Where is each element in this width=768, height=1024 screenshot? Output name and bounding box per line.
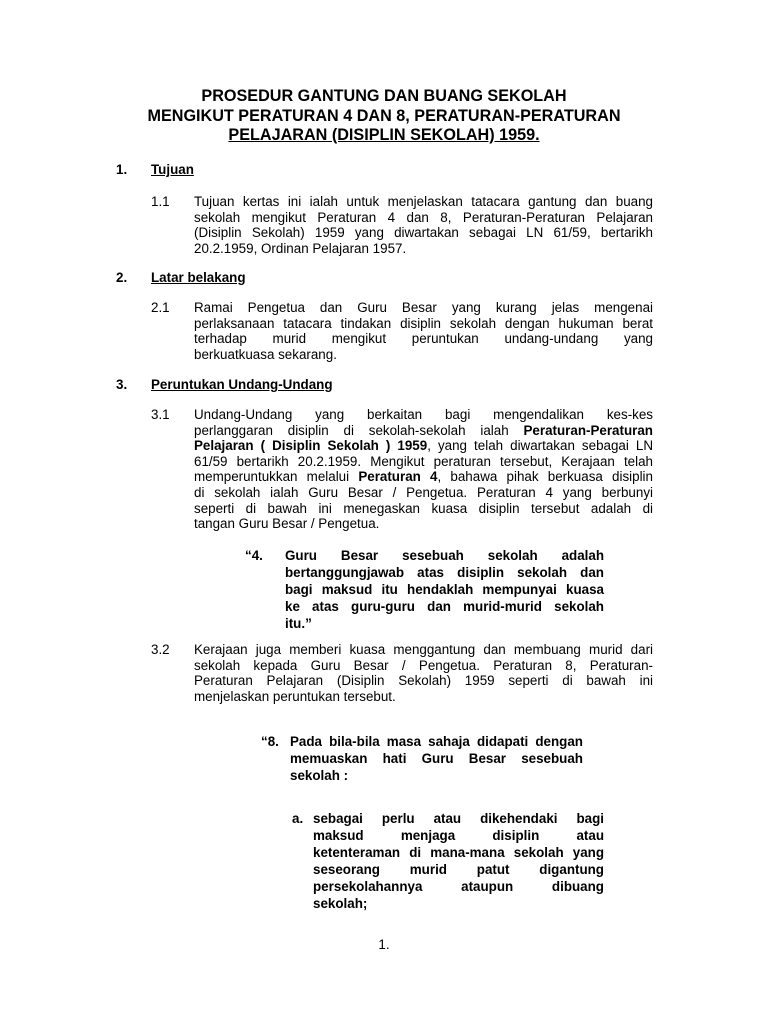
paragraph-line: berkuatkuasa sekarang. [194, 346, 337, 362]
paragraph-line: Tujuan kertas ini ialah untuk menjelaskan tatacara gantung dan buang [194, 194, 653, 209]
paragraph-1-1 [194, 194, 653, 256]
section-2-heading: Latar belakang [151, 270, 246, 285]
section-1-heading: Tujuan [151, 162, 194, 177]
quote-line: bagi maksud itu hendaklah mempunyai kuasa [285, 582, 604, 597]
paragraph-line: (Disiplin Sekolah) 1959 yang diwartakan sebagai LN 61/59, bertarikh [194, 225, 653, 241]
paragraph-2-1 [194, 300, 653, 362]
quote-4-number: “4. [245, 548, 263, 563]
paragraph-3-1 [194, 407, 653, 532]
title-line-2: MENGIKUT PERATURAN 4 DAN 8, PERATURAN-PERATURAN [147, 106, 621, 125]
paragraph-line: sekolah mengikut Peraturan 4 dan 8, Peraturan-Peraturan Pelajaran [194, 209, 653, 225]
paragraph-line: Ramai Pengetua dan Guru Besar yang kurang jelas mengenai [194, 300, 653, 315]
paragraph-line: di sekolah ialah Guru Besar / Pengetua. Peraturan 4 yang berbunyi [194, 484, 653, 500]
paragraph-text: perlanggaran disiplin di sekolah-sekolah ialah [194, 422, 509, 438]
quote-8a-label: a. [292, 811, 304, 826]
paragraph-line: seperti di bawah ini menegaskan kuasa disiplin tersebut adalah di [194, 500, 653, 516]
page-number: 1. [378, 937, 390, 952]
paragraph-line: tangan Guru Besar / Pengetua. [194, 516, 380, 532]
paragraph-line: Kerajaan juga memberi kuasa menggantung dan membuang murid dari [194, 642, 653, 657]
regulation-name-bold: Pelajaran ( Disiplin Sekolah ) 1959 [194, 438, 428, 454]
quote-8-text [290, 733, 583, 784]
quote-line: ketenteraman di mana-mana sekolah yang [313, 845, 604, 860]
paragraph-3-1-number: 3.1 [151, 407, 170, 422]
quote-line: maksud menjaga disiplin atau [313, 828, 604, 843]
section-1-number: 1. [116, 162, 128, 177]
quote-line: memuaskan hati Guru Besar sesebuah [290, 751, 583, 766]
quote-line: ke atas guru-guru dan murid-murid sekolah [285, 599, 604, 614]
regulation-4-bold: Peraturan 4 [358, 469, 438, 485]
quote-4-text [285, 547, 604, 632]
paragraph-line: menjelaskan peruntukan tersebut. [194, 688, 396, 704]
paragraph-3-2 [194, 642, 653, 704]
quote-line: persekolahannya ataupun dibuang [313, 879, 604, 894]
paragraph-line: Peraturan Pelajaran (Disiplin Sekolah) 1959 seperti di bawah ini [194, 673, 653, 689]
paragraph-text: , bahawa pihak berkuasa disiplin [437, 469, 653, 485]
quote-line: sekolah : [290, 768, 349, 783]
document-title [100, 87, 668, 146]
paragraph-text: memperuntukkan melalui [194, 469, 350, 485]
paragraph-line [194, 438, 653, 454]
paragraph-line: 61/59 bertarikh 20.2.1959. Mengikut peraturan tersebut, Kerajaan telah [194, 453, 653, 469]
quote-line: sebagai perlu atau dikehendaki bagi [313, 811, 604, 826]
paragraph-2-1-number: 2.1 [151, 300, 170, 315]
quote-8-number: “8. [261, 734, 279, 749]
paragraph-1-1-number: 1.1 [151, 194, 170, 209]
paragraph-3-2-number: 3.2 [151, 642, 170, 657]
quote-line: itu.” [285, 616, 312, 631]
quote-line: Guru Besar sesebuah sekolah adalah [285, 548, 604, 563]
paragraph-line [194, 423, 653, 439]
quote-line: Pada bila-bila masa sahaja didapati dengan [290, 734, 583, 749]
paragraph-text: , yang telah diwartakan sebagai LN [427, 438, 653, 454]
paragraph-line: perlaksanaan tatacara tindakan disiplin sekolah dengan hukuman berat [194, 315, 653, 331]
quote-line: sekolah; [313, 896, 368, 911]
section-3-number: 3. [116, 377, 128, 392]
paragraph-line: terhadap murid mengikut peruntukan undang-undang yang [194, 331, 653, 347]
quote-line: seseorang murid patut digantung [313, 862, 604, 877]
paragraph-line: 20.2.1959, Ordinan Pelajaran 1957. [194, 240, 407, 256]
quote-8a-text [313, 810, 604, 912]
title-line-3: PELAJARAN (DISIPLIN SEKOLAH) 1959. [228, 126, 540, 144]
paragraph-line: sekolah kepada Guru Besar / Pengetua. Peraturan 8, Peraturan- [194, 657, 653, 673]
paragraph-line: Undang-Undang yang berkaitan bagi mengendalikan kes-kes [194, 407, 653, 422]
section-2-number: 2. [116, 270, 128, 285]
paragraph-line [194, 469, 653, 485]
section-3-heading: Peruntukan Undang-Undang [151, 377, 333, 392]
quote-line: bertanggungjawab atas disiplin sekolah dan [285, 565, 604, 580]
title-line-1: PROSEDUR GANTUNG DAN BUANG SEKOLAH [201, 87, 567, 105]
regulation-name-bold: Peraturan-Peraturan [523, 422, 653, 438]
